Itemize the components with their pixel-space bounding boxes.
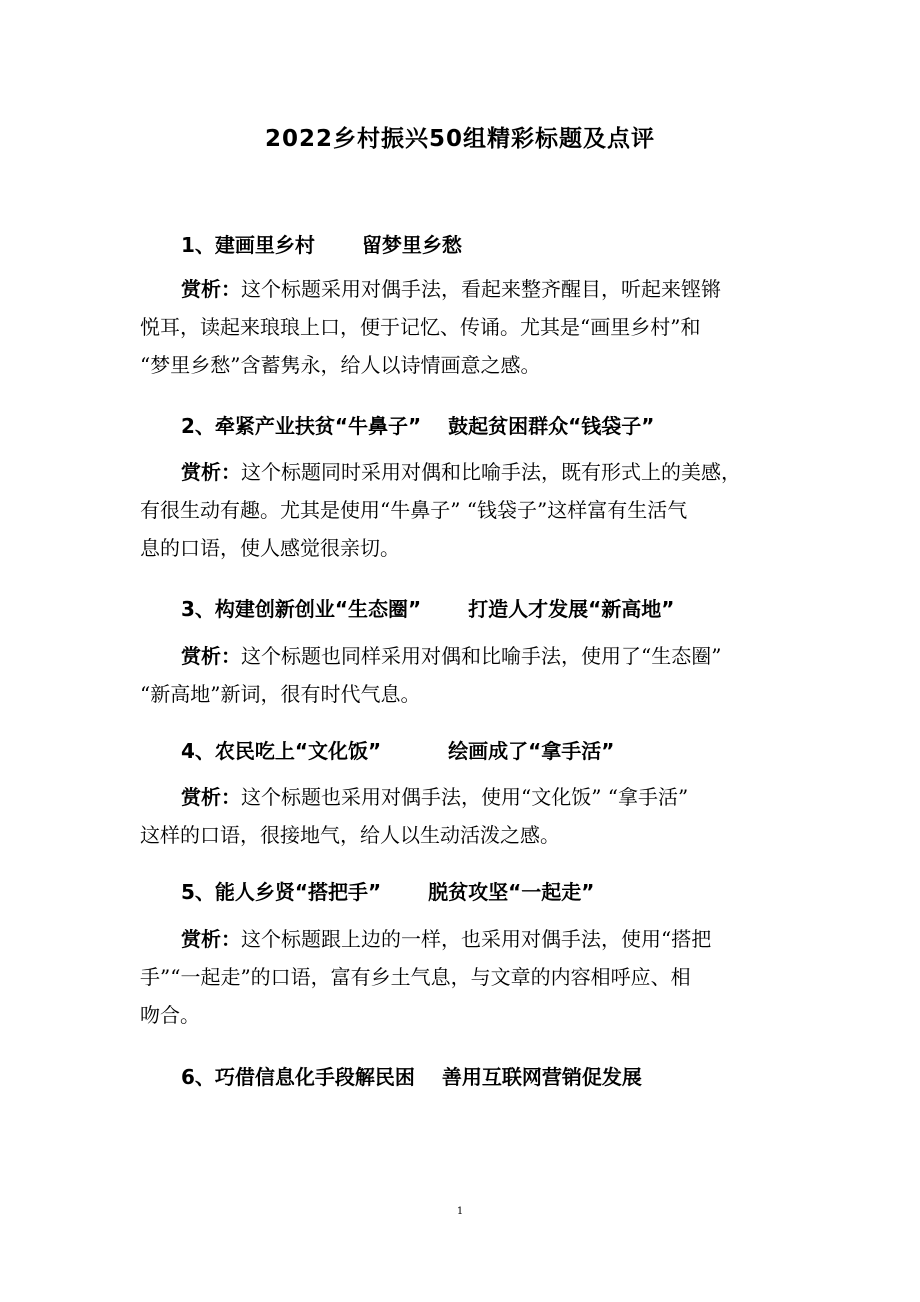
commentary-line: 赏析：这个标题也同样采用对偶和比喻手法，使用了“生态圈” xyxy=(181,644,722,668)
document-title: 2022乡村振兴50组精彩标题及点评 xyxy=(264,126,656,152)
headline-5: 5、能人乡贤“搭把手” 脱贫攻坚“一起走” xyxy=(181,880,595,904)
headline-6: 6、巧借信息化手段解民困 善用互联网营销促发展 xyxy=(181,1065,642,1089)
commentary-line: 赏析：这个标题同时采用对偶和比喻手法，既有形式上的美感， xyxy=(181,460,741,484)
commentary-line: 手”“一起走”的口语，富有乡土气息，与文章的内容相呼应、相 xyxy=(140,965,691,989)
commentary-label: 赏析： xyxy=(181,785,241,809)
commentary-1 xyxy=(140,270,810,384)
commentary-2 xyxy=(140,453,810,567)
commentary-line: “新高地”新词，很有时代气息。 xyxy=(140,682,421,706)
commentary-label: 赏析： xyxy=(181,277,241,301)
commentary-label: 赏析： xyxy=(181,460,241,484)
commentary-3 xyxy=(140,637,810,713)
headline-2: 2、牵紧产业扶贫“牛鼻子” 鼓起贫困群众“钱袋子” xyxy=(181,414,655,438)
commentary-line: 息的口语，使人感觉很亲切。 xyxy=(140,536,400,560)
commentary-line: 这样的口语，很接地气，给人以生动活泼之感。 xyxy=(140,823,560,847)
commentary-label: 赏析： xyxy=(181,927,241,951)
headline-1: 1、建画里乡村 留梦里乡愁 xyxy=(181,233,462,257)
commentary-line: 赏析：这个标题也采用对偶手法，使用“文化饭” “拿手活” xyxy=(181,785,689,809)
commentary-label: 赏析： xyxy=(181,644,241,668)
headline-3: 3、构建创新创业“生态圈” 打造人才发展“新高地” xyxy=(181,597,675,621)
headline-4: 4、农民吃上“文化饭” 绘画成了“拿手活” xyxy=(181,739,615,763)
commentary-line: 赏析：这个标题跟上边的一样，也采用对偶手法，使用“搭把 xyxy=(181,927,712,951)
commentary-4 xyxy=(140,778,810,854)
commentary-line: “梦里乡愁”含蓄隽永，给人以诗情画意之感。 xyxy=(140,353,541,377)
commentary-line: 赏析：这个标题采用对偶手法，看起来整齐醒目，听起来铿锵 xyxy=(181,277,721,301)
commentary-line: 悦耳，读起来琅琅上口，便于记忆、传诵。尤其是“画里乡村”和 xyxy=(140,315,701,339)
commentary-line: 吻合。 xyxy=(140,1003,200,1027)
commentary-5 xyxy=(140,920,810,1034)
commentary-line: 有很生动有趣。尤其是使用“牛鼻子” “钱袋子”这样富有生活气 xyxy=(140,498,688,522)
page-number: 1 xyxy=(456,1206,464,1217)
